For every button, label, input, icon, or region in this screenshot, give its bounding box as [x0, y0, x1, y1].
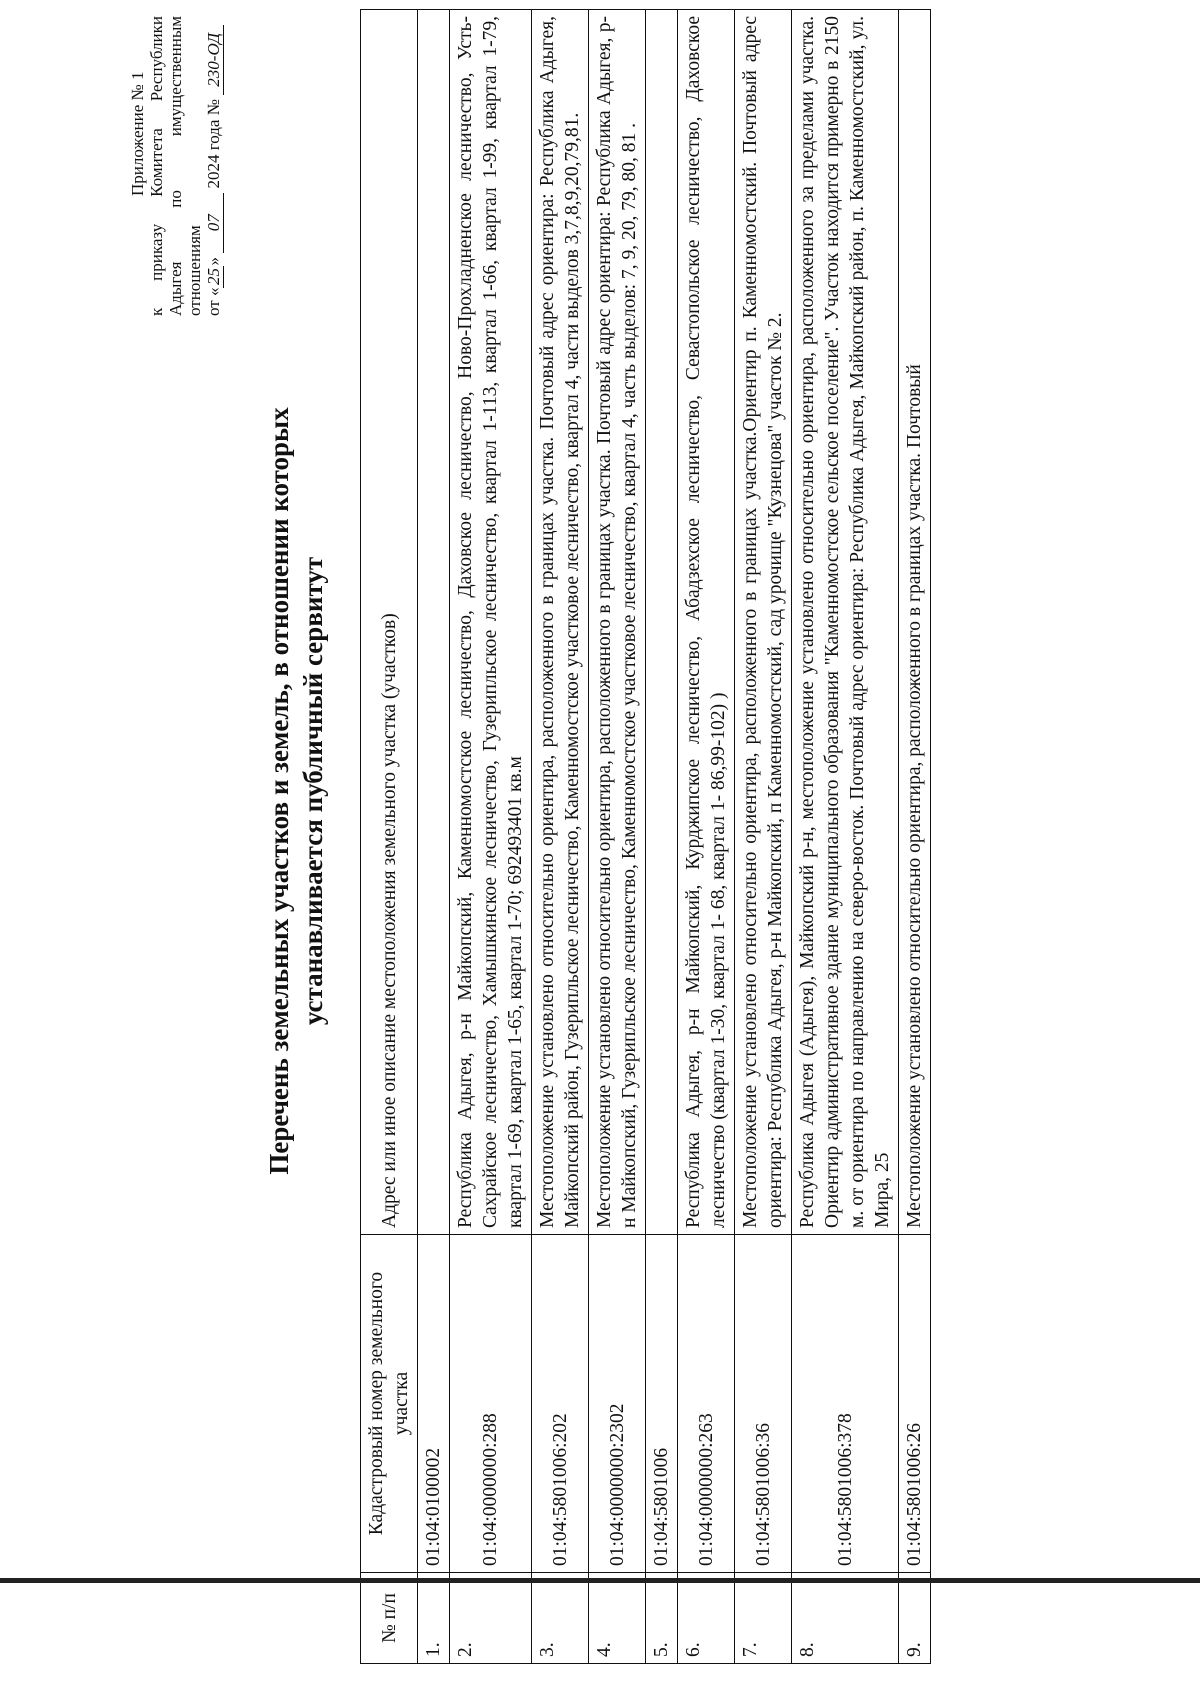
land-plots-table [360, 9, 931, 1664]
row-address: Республика Адыгея, р-н Майкопский, Каменномостское лесничество, Даховское лесничество, Ново-Прохладненское лесничество, Усть-Сахрайское лесничество, Хамышкинское лесничество, Гузерипльское лесничество, квартал 1-113, квартал 1-66, квартал 1-99, квартал 1-79, квартал 1-69, квартал 1-65, квартал 1-70; 692493401 кв.м [450, 10, 532, 1235]
header-cadastral: Кадастровый номер земельного участка [361, 1235, 418, 1573]
row-cadastral: 01:04:5801006:26 [899, 1235, 931, 1573]
row-num: 3. [532, 1573, 589, 1664]
row-address: Республика Адыгея (Адыгея), Майкопский р-н, местоположение установлено относительно ориентира, расположенного за пределами участка. Ориентир административное здание муниципального образования "Каменномостское сельское поселение". Участок находится примерно в 2150 м. от ориентира по направлению на северо-восток. Почтовый адрес ориентира: Республика Адыгея, Майкопский район, п. Каменномостский, ул. Мира, 25 [792, 10, 899, 1235]
appendix-line-3: Адыгея по имущественным [166, 15, 185, 316]
row-address: Местоположение установлено относительно ориентира, расположенного в границах участка. Почтовый [899, 10, 931, 1235]
row-cadastral: 01:04:0100002 [418, 1235, 450, 1573]
table-row [589, 10, 646, 1664]
row-address [646, 10, 678, 1235]
appendix-line-4: отношениям [185, 225, 204, 316]
order-number: 230-ОД [204, 25, 224, 95]
row-cadastral: 01:04:5801006:378 [792, 1235, 899, 1573]
row-address: Местоположение установлено относительно ориентира, расположенного в границах участка. Почтовый адрес ориентира: Республика Адыгея, Майкопский район, Гузерипльское лесничество, Каменномостское участковое лесничество, квартал 4, части выделов 3,7,8,9,20,79,81. [532, 10, 589, 1235]
appendix-line-1: Приложение № 1 [128, 71, 147, 196]
table-row [418, 10, 450, 1664]
title-line-2: устанавливается публичный сервитут [298, 556, 328, 1026]
table-row [678, 10, 735, 1664]
row-cadastral: 01:04:5801006:202 [532, 1235, 589, 1573]
table-row [899, 10, 931, 1664]
row-cadastral: 01:04:0000000:2302 [589, 1235, 646, 1573]
row-address [418, 10, 450, 1235]
table-row [450, 10, 532, 1664]
row-cadastral: 01:04:5801006 [646, 1235, 678, 1573]
table-row [792, 10, 899, 1664]
document-title [262, 316, 330, 1266]
row-num: 9. [899, 1573, 931, 1664]
appendix-header [128, 16, 224, 316]
title-line-1: Перечень земельных участков и земель, в отношении которых [264, 407, 294, 1175]
row-address: Местоположение установлено относительно ориентира, расположенного в границах участка.Ориентир п. Каменномостский. Почтовый адрес ориентира: Республика Адыгея, р-н Майкопский, п Каменномостский, сад урочище "Кузнецова" участок № 2. [735, 10, 792, 1235]
row-address: Местоположение установлено относительно ориентира, расположенного в границах участка. Почтовый адрес ориентира: Республика Адыгея, р-н Майкопский, Гузерипльское лесничество, Каменномостское участковое лесничество, квартал 4, часть выделов: 7, 9, 20, 79, 80, 81 . [589, 10, 646, 1235]
table-row [532, 10, 589, 1664]
table-row [646, 10, 678, 1664]
appendix-line-5: от «25» 07 2024 года № 230-ОД [204, 16, 224, 316]
row-cadastral: 01:04:5801006:36 [735, 1235, 792, 1573]
order-day: 25 [204, 266, 224, 288]
row-address: Республика Адыгея, р-н Майкопский, Курджипское лесничество, Абадзехское лесничество, Севастопольское лесничество, Даховское лесничество (квартал 1-30, квартал 1- 68, квартал 1- 86,99-102) ) [678, 10, 735, 1235]
row-num: 2. [450, 1573, 532, 1664]
scan-edge-line [0, 1578, 1200, 1583]
row-num: 1. [418, 1573, 450, 1664]
table-header-row [361, 10, 418, 1664]
row-num: 6. [678, 1573, 735, 1664]
row-cadastral: 01:04:0000000:288 [450, 1235, 532, 1573]
row-cadastral: 01:04:0000000:263 [678, 1235, 735, 1573]
row-num: 7. [735, 1573, 792, 1664]
row-num: 8. [792, 1573, 899, 1664]
appendix-line-2: к приказу Комитета Республики [147, 15, 166, 316]
row-num: 4. [589, 1573, 646, 1664]
header-address: Адрес или иное описание местоположения земельного участка (участков) [361, 10, 418, 1235]
row-num: 5. [646, 1573, 678, 1664]
order-month: 07 [204, 193, 224, 253]
header-num: № п/п [361, 1573, 418, 1664]
table-row [735, 10, 792, 1664]
